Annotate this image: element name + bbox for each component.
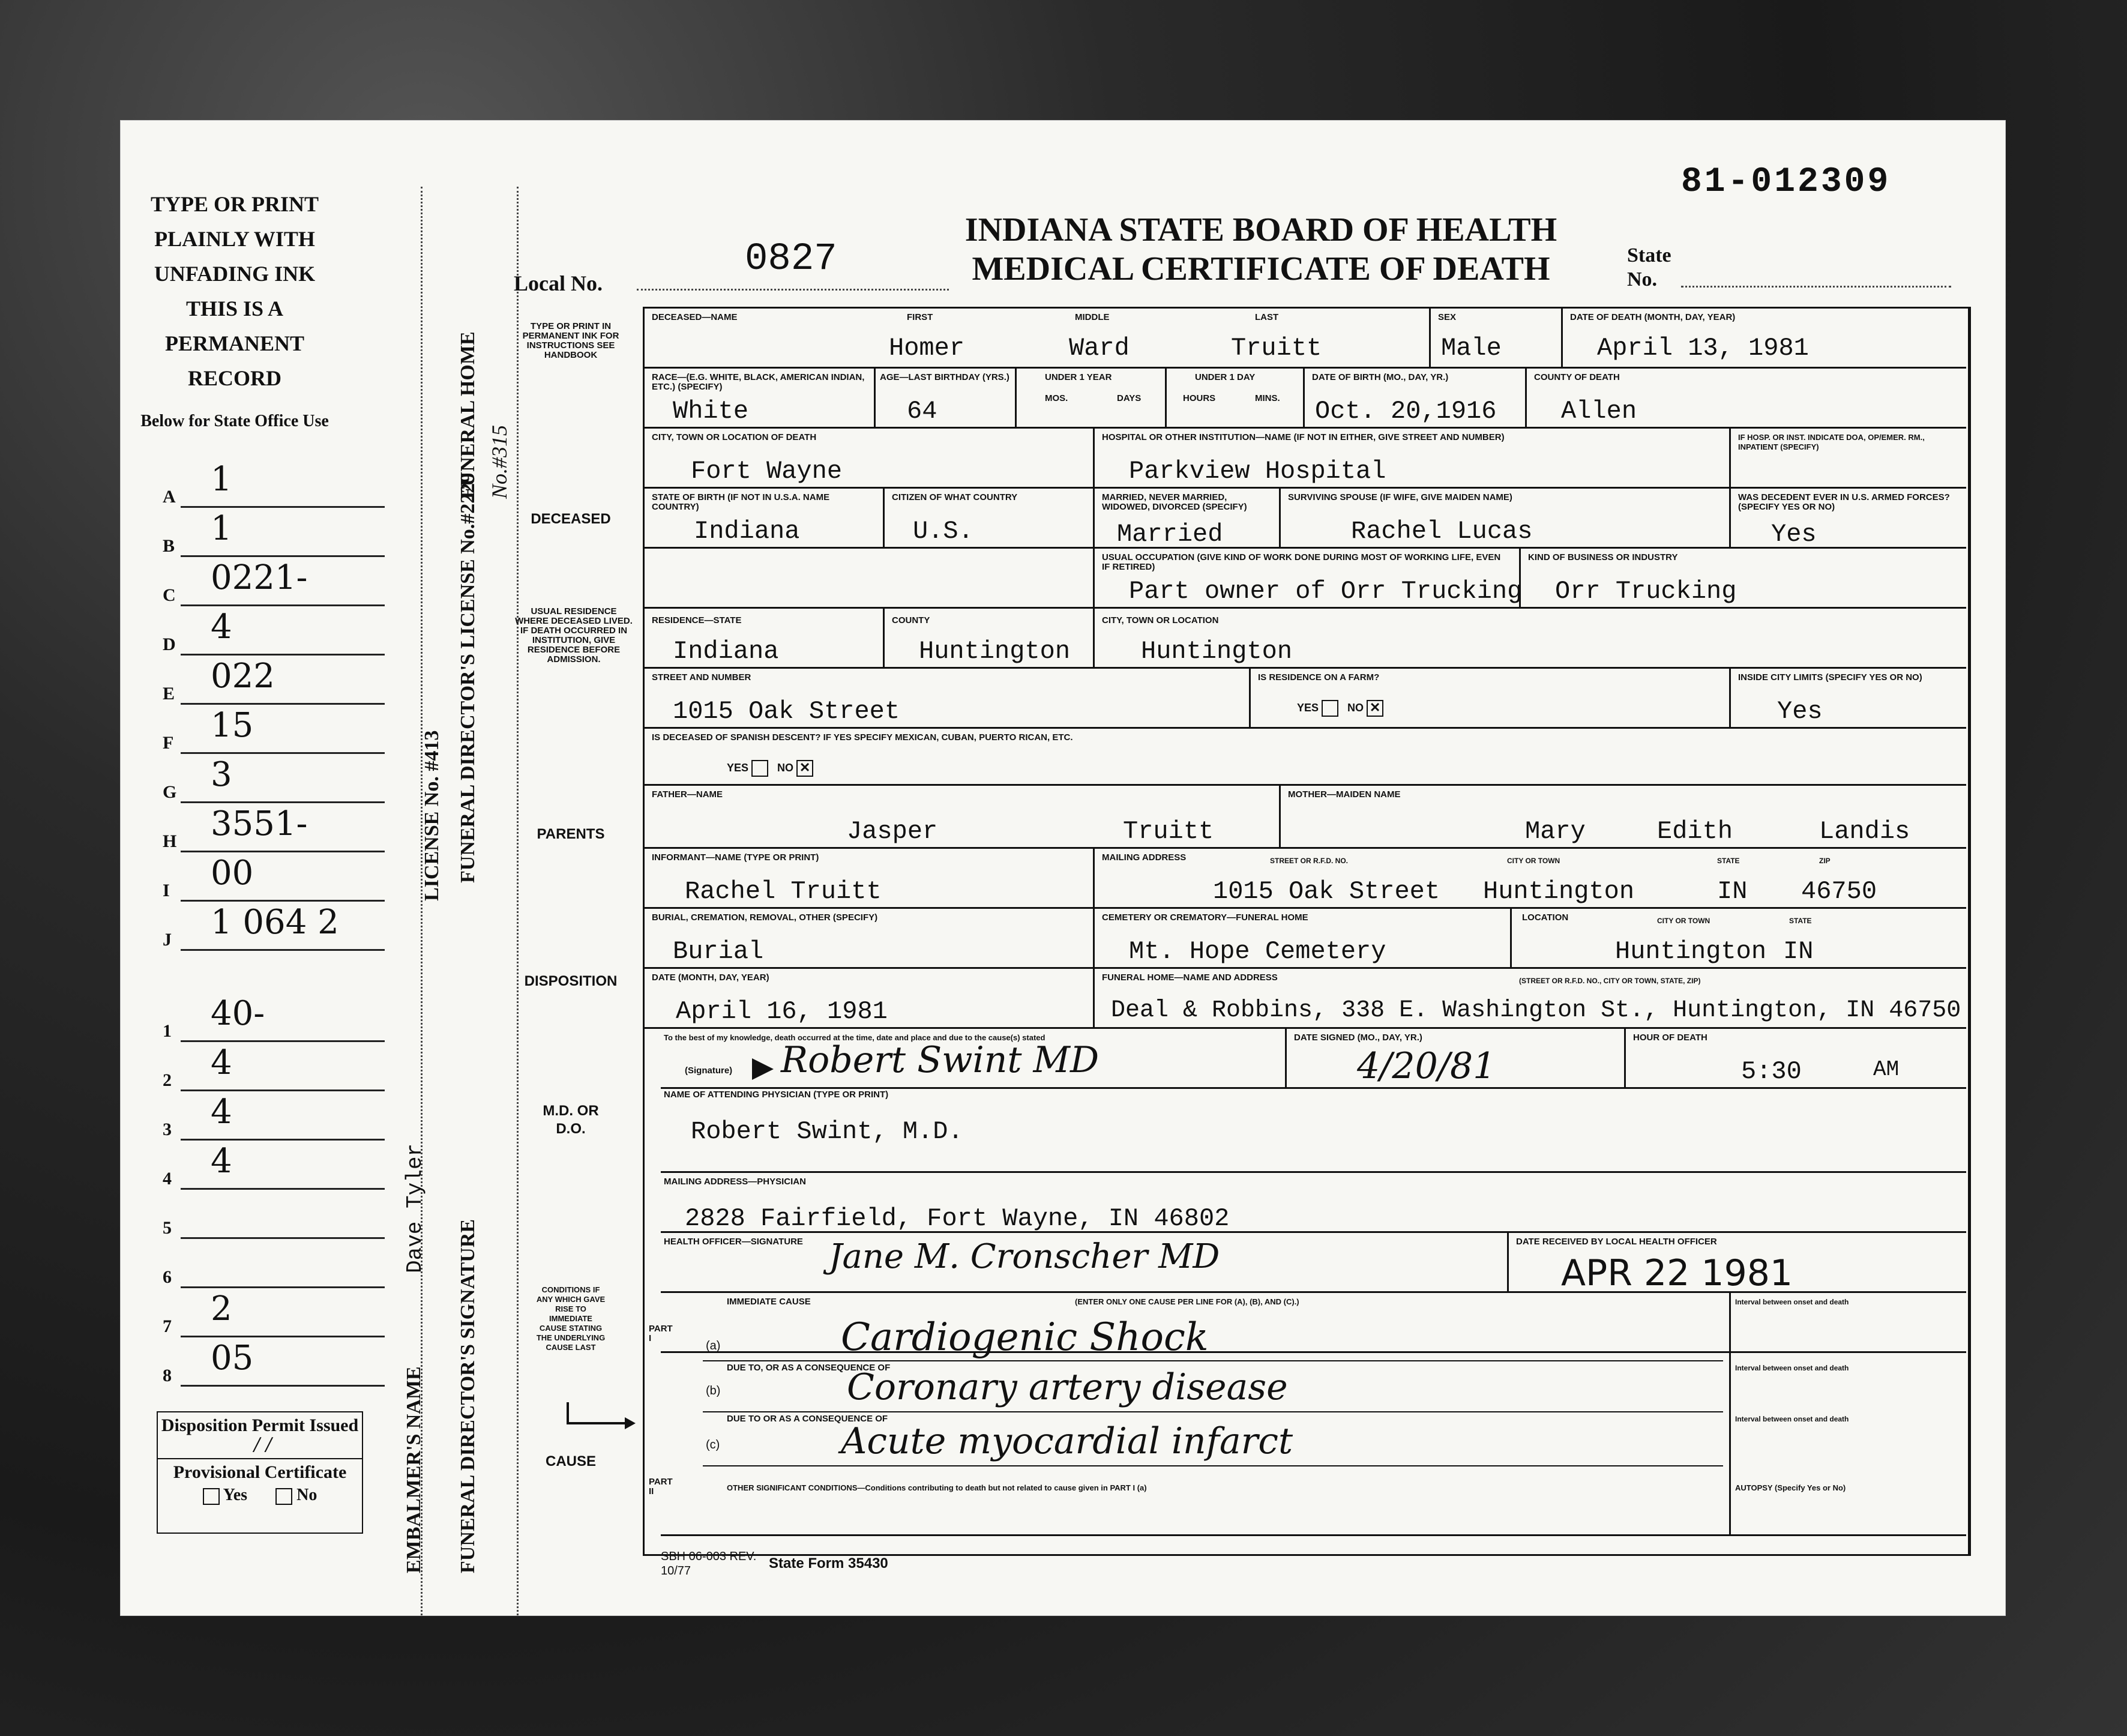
office-row-value: 4: [211, 1093, 232, 1132]
mother-last-value: Landis: [1819, 817, 1910, 846]
row-divider: [661, 1087, 1966, 1089]
cell-divider: [1093, 427, 1095, 667]
cell-divider: [1165, 367, 1167, 427]
citizen-value: U.S.: [913, 517, 973, 546]
certification-text: To the best of my knowledge, death occurred at the time, date and place and due to the cause(s) stated: [664, 1033, 1045, 1042]
city-of-death-label: CITY, TOWN OR LOCATION OF DEATH: [652, 432, 817, 442]
row-divider: [643, 667, 1966, 669]
marital-value: Married: [1117, 520, 1223, 549]
location-label: LOCATION: [1522, 912, 1569, 923]
burial-date-value: April 16, 1981: [676, 997, 888, 1026]
informant-street-value: 1015 Oak Street: [1213, 877, 1440, 906]
office-row-value: 15: [211, 706, 254, 745]
office-row-letter: E: [163, 684, 175, 704]
office-row-letter: F: [163, 733, 174, 753]
office-row-line: [181, 900, 385, 902]
hospital-label: HOSPITAL OR OTHER INSTITUTION—NAME (IF NOT IN EITHER, GIVE STREET AND NUMBER): [1102, 432, 1505, 442]
cell-divider: [1279, 784, 1281, 847]
license-column-divider: [517, 187, 519, 1615]
office-row-line: [181, 555, 385, 557]
last-name-value: Truitt: [1231, 334, 1322, 363]
office-row-number: 2: [163, 1070, 172, 1090]
row-divider: [661, 1171, 1966, 1173]
office-row-letter: D: [163, 634, 176, 654]
interval-label-b: Interval between onset and death: [1735, 1364, 1849, 1372]
dob-value: Oct. 20,1916: [1315, 397, 1497, 426]
date-signed-value: 4/20/81: [1357, 1045, 1496, 1087]
state-form-number: State Form 35430: [769, 1555, 888, 1572]
cause-b-value: Coronary artery disease: [847, 1366, 1288, 1408]
immediate-cause-label: IMMEDIATE CAUSE: [727, 1297, 811, 1307]
office-row-value: 022: [211, 657, 275, 696]
row-divider: [643, 967, 1966, 969]
conditions-label: CONDITIONS IF ANY WHICH GAVE RISE TO IMMEDIATE CAUSE STATING THE UNDERLYING CAUSE LAST: [536, 1285, 606, 1352]
cell-divider: [1303, 367, 1305, 427]
office-row-number: 6: [163, 1267, 172, 1287]
row-divider: [661, 1534, 1966, 1536]
provisional-no-label: No: [296, 1486, 317, 1504]
office-row-line: [181, 703, 385, 705]
office-row-number: 4: [163, 1169, 172, 1189]
state-header: STATE: [1717, 857, 1740, 865]
city-town-header: CITY OR TOWN: [1507, 857, 1560, 865]
office-row-value: 1: [211, 460, 232, 499]
md-do-label: M.D. OR D.O.: [543, 1103, 599, 1137]
date-received-label: DATE RECEIVED BY LOCAL HEALTH OFFICER: [1516, 1237, 1717, 1247]
certificate-title-line1: INDIANA STATE BOARD OF HEALTH: [964, 211, 1557, 249]
interval-label-c: Interval between onset and death: [1735, 1415, 1849, 1423]
row-divider: [643, 907, 1966, 909]
under-1-day-label: UNDER 1 DAY: [1195, 372, 1256, 382]
county-of-death-label: COUNTY OF DEATH: [1534, 372, 1620, 382]
office-row-line: [181, 604, 385, 606]
hour-of-death-label: HOUR OF DEATH: [1633, 1032, 1707, 1043]
dob-label: DATE OF BIRTH (MO., DAY, YR.): [1312, 372, 1449, 382]
residence-city-label: CITY, TOWN OR LOCATION: [1102, 615, 1219, 625]
local-no-value: 0827: [745, 238, 837, 281]
office-row-line: [181, 1237, 385, 1239]
location-city-header: CITY OR TOWN: [1657, 917, 1710, 925]
row-divider: [643, 727, 1966, 729]
under-1-year-label: UNDER 1 YEAR: [1045, 372, 1112, 382]
office-row-number: 7: [163, 1316, 172, 1336]
residence-state-value: Indiana: [673, 637, 779, 666]
office-row-value: 2: [211, 1289, 232, 1328]
cell-divider: [1561, 307, 1563, 367]
health-officer-signature: Jane M. Cronscher MD: [829, 1237, 1220, 1276]
race-value: White: [673, 397, 749, 426]
street-label: STREET AND NUMBER: [652, 672, 751, 683]
office-row-value: 3551-: [211, 804, 308, 843]
state-office-use-label: Below for State Office Use: [140, 412, 329, 430]
spanish-yes-no: YES NO ✕: [727, 760, 813, 777]
office-row-value: 0221-: [211, 558, 308, 597]
cause-c-value: Acute myocardial infarct: [841, 1420, 1293, 1462]
office-row-line: [181, 506, 385, 508]
row-divider: [643, 847, 1966, 849]
due-to-label-b: DUE TO, OR AS A CONSEQUENCE OF: [727, 1363, 891, 1373]
office-row-letter: A: [163, 487, 176, 507]
office-row-letter: C: [163, 585, 176, 605]
cell-divider: [1429, 307, 1431, 367]
first-name-value: Homer: [889, 334, 965, 363]
office-row-value: 1: [211, 509, 232, 548]
office-row-number: 3: [163, 1120, 172, 1139]
informant-city-value: Huntington: [1483, 877, 1635, 906]
office-row-value: 3: [211, 755, 232, 794]
informant-value: Rachel Truitt: [685, 877, 882, 906]
office-row-value: 4: [211, 1142, 232, 1181]
row-divider: [643, 784, 1966, 786]
street-value: 1015 Oak Street: [673, 697, 900, 726]
office-row-line: [181, 1385, 385, 1387]
cell-divider: [883, 607, 885, 667]
cause-a-value: Cardiogenic Shock: [841, 1315, 1209, 1360]
type-print-label: TYPE OR PRINT IN PERMANENT INK FOR INSTRUCTIONS SEE HANDBOOK: [522, 321, 619, 360]
state-no-label: State No.: [1627, 244, 1671, 291]
mother-middle-value: Edith: [1657, 817, 1733, 846]
cell-divider: [883, 487, 885, 547]
cell-divider: [1015, 367, 1017, 427]
office-row-value: 4: [211, 1043, 232, 1082]
date-of-death-value: April 13, 1981: [1597, 334, 1809, 363]
informant-state-value: IN: [1717, 877, 1748, 906]
funeral-home-value: Deal & Robbins, 338 E. Washington St., Huntington, IN 46750: [1111, 997, 1961, 1024]
office-row-letter: I: [163, 881, 170, 900]
sex-label: SEX: [1438, 312, 1457, 322]
office-row-line: [181, 801, 385, 803]
row-divider: [643, 1027, 1966, 1029]
office-row-line: [181, 851, 385, 852]
mother-name-label: MOTHER—MAIDEN NAME: [1288, 789, 1401, 800]
other-conditions-label: OTHER SIGNIFICANT CONDITIONS—Conditions contributing to death but not related to cause given in PART I (a): [727, 1483, 1147, 1492]
street-rfd-header: STREET OR R.F.D. NO.: [1270, 857, 1349, 865]
occupation-label: USUAL OCCUPATION (GIVE KIND OF WORK DONE DURING MOST OF WORKING LIFE, EVEN IF RETIRED): [1102, 552, 1501, 572]
instructions-text: TYPE OR PRINT PLAINLY WITH UNFADING INK THIS IS A PERMANENT RECORD: [150, 192, 319, 390]
funeral-director-signature-label: FUNERAL DIRECTOR'S SIGNATURE: [457, 1219, 479, 1573]
cell-divider: [1729, 1291, 1731, 1534]
farm-label: IS RESIDENCE ON A FARM?: [1258, 672, 1380, 683]
location-state-header: STATE: [1789, 917, 1812, 925]
location-city-value: Huntington: [1615, 937, 1767, 966]
office-row-line: [181, 752, 385, 754]
local-no-label: Local No.: [514, 271, 603, 295]
part2-label: PART II: [649, 1477, 673, 1496]
embalmer-name-value: Dave Tyler: [403, 1143, 427, 1273]
county-of-death-value: Allen: [1561, 397, 1637, 426]
cemetery-label: CEMETERY OR CREMATORY—FUNERAL HOME: [1102, 912, 1308, 923]
row-divider: [643, 607, 1966, 609]
mailing-address-label: MAILING ADDRESS: [1102, 852, 1187, 863]
local-no-line: [637, 289, 949, 291]
father-name-label: FATHER—NAME: [652, 789, 723, 800]
physician-address-value: 2828 Fairfield, Fort Wayne, IN 46802: [685, 1204, 1230, 1233]
cell-divider: [1093, 847, 1095, 1027]
cell-divider: [1510, 907, 1512, 967]
cell-divider: [874, 367, 876, 427]
burial-label: BURIAL, CREMATION, REMOVAL, OTHER (SPECIFY): [652, 912, 878, 923]
office-row-letter: H: [163, 831, 177, 851]
farm-no-checkbox[interactable]: ✕: [1367, 700, 1383, 717]
birth-state-label: STATE OF BIRTH (IF NOT IN U.S.A. NAME COUNTRY): [652, 492, 830, 512]
cell-divider: [1285, 1027, 1287, 1087]
row-divider: [643, 487, 1966, 489]
provisional-certificate-label: Provisional Certificate: [158, 1458, 362, 1482]
funeral-home-addr-label: (STREET OR R.F.D. NO., CITY OR TOWN, STATE, ZIP): [1519, 977, 1701, 985]
death-certificate: [120, 120, 2006, 1616]
physician-name-label: NAME OF ATTENDING PHYSICIAN (TYPE OR PRINT): [664, 1090, 889, 1100]
farm-yes-checkbox[interactable]: [1322, 700, 1338, 717]
state-file-number-stamp: 81-012309: [1681, 163, 1891, 202]
middle-name-header: MIDDLE: [1075, 312, 1110, 322]
doa-label: IF HOSP. OR INST. INDICATE DOA, OP/EMER. RM., INPATIENT (SPECIFY): [1738, 433, 1925, 451]
cell-divider: [1249, 667, 1251, 727]
play-arrow-icon: [751, 1057, 775, 1081]
form-number: SBH 06-003 REV. 10/77: [661, 1550, 757, 1578]
date-signed-label: DATE SIGNED (MO., DAY, YR.): [1294, 1032, 1422, 1043]
mos-label: MOS.: [1045, 393, 1068, 403]
last-name-header: LAST: [1255, 312, 1279, 322]
row-divider: [643, 427, 1966, 429]
due-to-label-c: DUE TO OR AS A CONSEQUENCE OF: [727, 1414, 888, 1424]
provisional-yes-label: Yes: [223, 1486, 248, 1504]
physician-signature: Robert Swint MD: [781, 1039, 1100, 1081]
disposition-permit-label: Disposition Permit Issued: [161, 1415, 359, 1435]
farm-yes-no: YES NO ✕: [1297, 700, 1383, 717]
race-label: RACE—(E.G. WHITE, BLACK, AMERICAN INDIAN, ETC.) (SPECIFY): [652, 372, 865, 392]
residence-city-value: Huntington: [1141, 637, 1293, 666]
first-name-header: FIRST: [907, 312, 933, 322]
office-row-letter: B: [163, 536, 175, 556]
funeral-home-number: No.#315: [487, 424, 511, 499]
arrow-right-icon: [565, 1399, 637, 1441]
usual-residence-label: USUAL RESIDENCE WHERE DECEASED LIVED. IF DEATH OCCURRED IN INSTITUTION, GIVE RESIDENCE BEFORE ADMISSION.: [515, 606, 633, 665]
office-row-value: 05: [211, 1339, 254, 1378]
location-state-value: IN: [1783, 937, 1814, 966]
hour-of-death-value: 5:30: [1741, 1057, 1802, 1086]
birth-state-value: Indiana: [694, 517, 800, 546]
residence-county-value: Huntington: [919, 637, 1071, 666]
cause-line: [703, 1411, 1723, 1412]
burial-date-label: DATE (MONTH, DAY, YEAR): [652, 972, 769, 983]
residence-state-label: RESIDENCE—STATE: [652, 615, 742, 625]
zip-header: ZIP: [1819, 857, 1831, 865]
spanish-yes-checkbox[interactable]: [751, 760, 768, 777]
age-value: 64: [907, 397, 937, 426]
funeral-home-label: FUNERAL HOME: [457, 331, 479, 499]
city-of-death-value: Fort Wayne: [691, 457, 843, 486]
embalmer-name-label: EMBALMER'S NAME: [403, 1366, 425, 1573]
cell-divider: [1507, 1231, 1509, 1291]
office-row-line: [181, 1040, 385, 1042]
row-divider: [643, 547, 1966, 549]
disposition-permit-box: [157, 1411, 363, 1534]
office-row-line: [181, 1286, 385, 1288]
office-row-value: 4: [211, 607, 232, 646]
city-limits-label: INSIDE CITY LIMITS (SPECIFY YES OR NO): [1738, 672, 1922, 683]
deceased-section-label: DECEASED: [531, 511, 611, 527]
funeral-home-label: FUNERAL HOME—NAME AND ADDRESS: [1102, 972, 1278, 983]
signature-label: (Signature): [685, 1065, 733, 1076]
armed-forces-label: WAS DECEDENT EVER IN U.S. ARMED FORCES? (SPECIFY YES OR NO): [1738, 492, 1950, 512]
cemetery-value: Mt. Hope Cemetery: [1129, 937, 1386, 966]
hours-label: HOURS: [1183, 393, 1216, 403]
interval-label-a: Interval between onset and death: [1735, 1298, 1849, 1306]
deceased-name-label: DECEASED—NAME: [652, 312, 738, 322]
spanish-no-checkbox[interactable]: ✕: [796, 760, 813, 777]
certificate-title-line2: MEDICAL CERTIFICATE OF DEATH: [972, 250, 1550, 288]
cause-section-label: CAUSE: [545, 1453, 596, 1469]
physician-address-label: MAILING ADDRESS—PHYSICIAN: [664, 1177, 806, 1187]
office-row-value: 40-: [211, 994, 265, 1033]
office-row-letter: J: [163, 930, 172, 950]
state-no-line: [1681, 286, 1951, 288]
mins-label: MINS.: [1255, 393, 1280, 403]
provisional-no-checkbox[interactable]: [275, 1488, 292, 1505]
occupation-value: Part owner of Orr Trucking: [1129, 577, 1523, 606]
office-row-letter: G: [163, 782, 177, 802]
disposition-permit-value: / /: [254, 1434, 272, 1455]
office-row-value: 00: [211, 854, 254, 893]
office-row-line: [181, 1188, 385, 1190]
date-of-death-label: DATE OF DEATH (MONTH, DAY, YEAR): [1570, 312, 1736, 322]
am-pm-value: AM: [1873, 1057, 1900, 1082]
age-label: AGE—LAST BIRTHDAY (YRS.): [880, 372, 1009, 382]
cause-c-marker: (c): [706, 1438, 720, 1451]
parents-section-label: PARENTS: [537, 826, 605, 842]
office-row-line: [181, 1336, 385, 1337]
office-row-number: 1: [163, 1021, 172, 1041]
office-row-line: [181, 1090, 385, 1091]
enter-one-label: (ENTER ONLY ONE CAUSE PER LINE FOR (A), (B), AND (C).): [1075, 1297, 1299, 1306]
office-row-line: [181, 1139, 385, 1141]
office-row-number: 5: [163, 1218, 172, 1238]
citizen-label: CITIZEN OF WHAT COUNTRY: [892, 492, 1018, 502]
spanish-descent-label: IS DECEASED OF SPANISH DESCENT? IF YES SPECIFY MEXICAN, CUBAN, PUERTO RICAN, ETC.: [652, 732, 1073, 743]
health-officer-label: HEALTH OFFICER—SIGNATURE: [664, 1237, 803, 1247]
cell-divider: [1279, 487, 1281, 547]
burial-value: Burial: [673, 937, 764, 966]
armed-forces-value: Yes: [1771, 520, 1817, 549]
father-first-value: Jasper: [847, 817, 938, 846]
informant-zip-value: 46750: [1801, 877, 1877, 906]
cell-divider: [1624, 1027, 1626, 1087]
marital-label: MARRIED, NEVER MARRIED, WIDOWED, DIVORCED (SPECIFY): [1102, 492, 1247, 512]
date-received-stamp: APR 22 1981: [1561, 1252, 1793, 1294]
middle-name-value: Ward: [1069, 334, 1130, 363]
autopsy-label: AUTOPSY (Specify Yes or No): [1735, 1483, 1846, 1492]
mother-first-value: Mary: [1525, 817, 1586, 846]
cell-divider: [1729, 667, 1731, 727]
part1-label: PART I: [649, 1324, 673, 1343]
spouse-label: SURVIVING SPOUSE (IF WIFE, GIVE MAIDEN NAME): [1288, 492, 1512, 502]
office-row-value: 1 064 2: [211, 903, 339, 942]
business-label: KIND OF BUSINESS OR INDUSTRY: [1528, 552, 1678, 562]
cause-line: [703, 1465, 1723, 1466]
business-value: Orr Trucking: [1555, 577, 1737, 606]
funeral-director-license-label: FUNERAL DIRECTOR'S LICENSE No.#2229: [457, 472, 479, 883]
cause-a-marker: (a): [706, 1339, 721, 1352]
cell-divider: [1729, 427, 1731, 547]
provisional-yes-checkbox[interactable]: [203, 1488, 220, 1505]
cause-b-marker: (b): [706, 1384, 721, 1397]
office-row-line: [181, 654, 385, 656]
spouse-value: Rachel Lucas: [1351, 517, 1533, 546]
office-row-line: [181, 949, 385, 951]
office-row-number: 8: [163, 1366, 172, 1385]
residence-county-label: COUNTY: [892, 615, 930, 625]
hospital-value: Parkview Hospital: [1129, 457, 1386, 486]
city-limits-value: Yes: [1777, 697, 1823, 726]
days-label: DAYS: [1117, 393, 1142, 403]
father-last-value: Truitt: [1123, 817, 1214, 846]
disposition-section-label: DISPOSITION: [524, 973, 618, 989]
physician-name-value: Robert Swint, M.D.: [691, 1117, 963, 1146]
informant-label: INFORMANT—NAME (TYPE OR PRINT): [652, 852, 819, 863]
sex-value: Male: [1441, 334, 1502, 363]
cause-line: [703, 1360, 1723, 1361]
cell-divider: [1525, 367, 1527, 427]
embalmer-license-label: LICENSE No. #413: [421, 730, 443, 901]
